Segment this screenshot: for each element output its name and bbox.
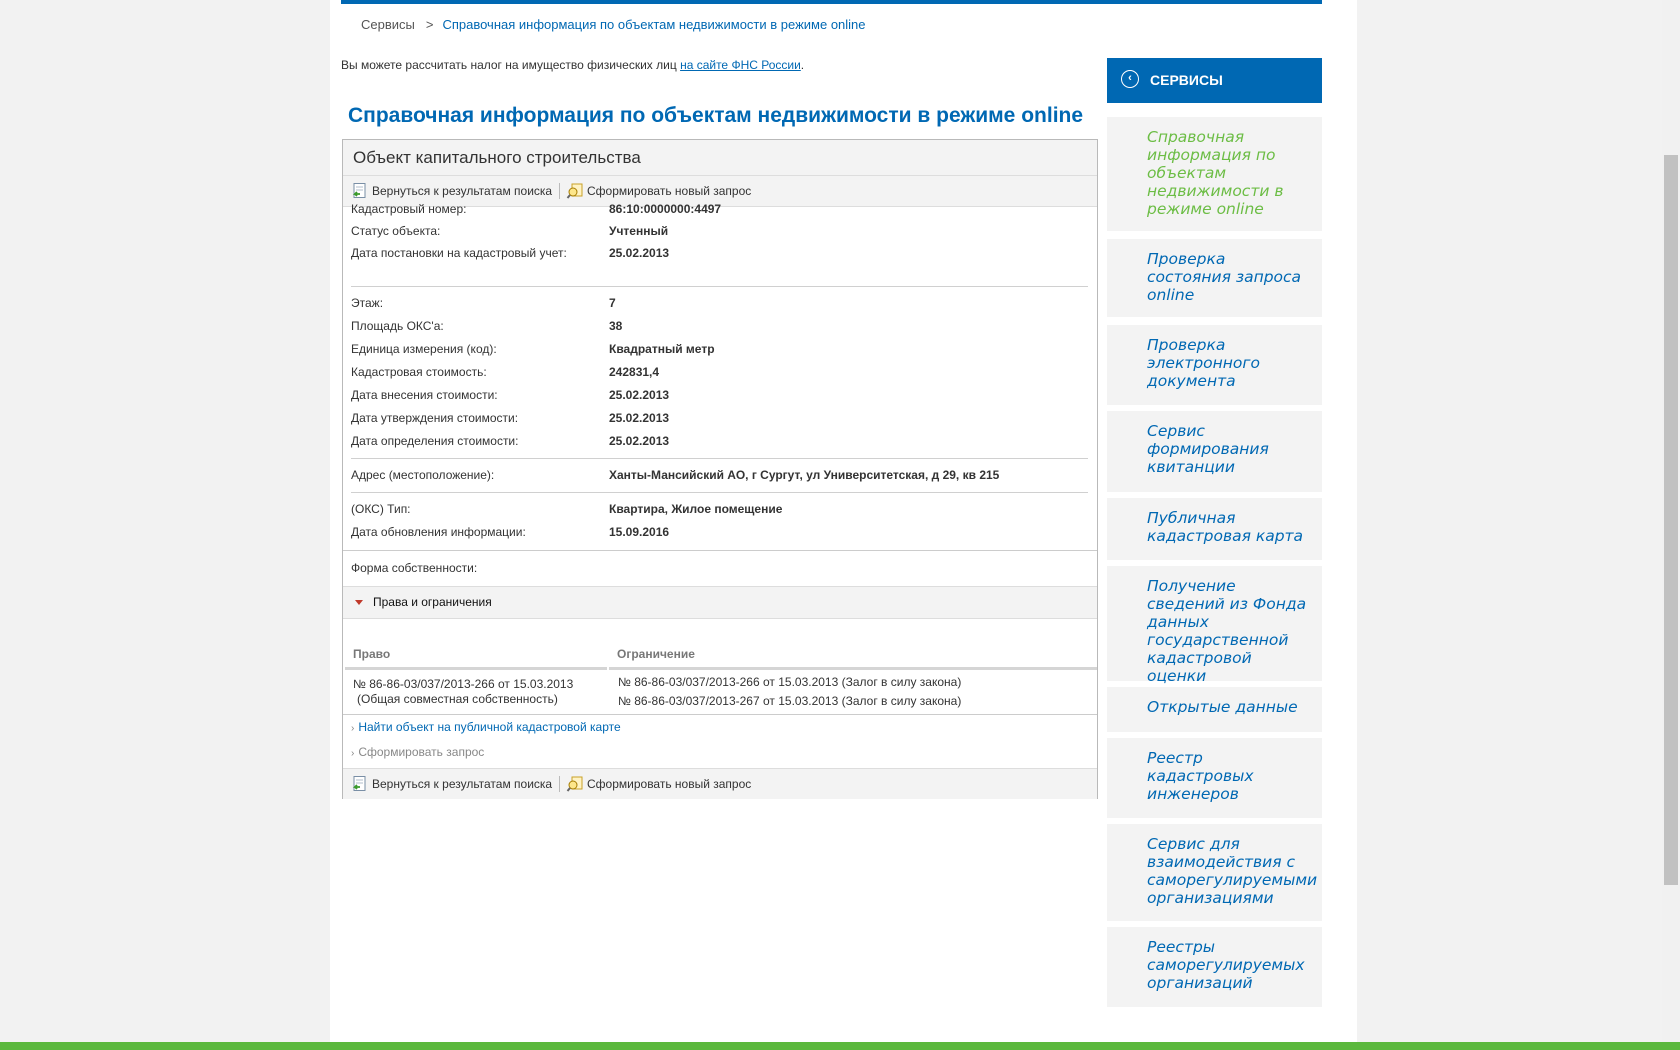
tax-note [341,58,804,72]
row-label: Статус объекта: [351,224,441,238]
page-title: Справочная информация по объектам недвижимости в режиме online [348,104,1084,127]
breadcrumb-current[interactable]: Справочная информация по объектам недвижимости в режиме online [442,17,866,32]
section-divider [351,458,1088,459]
breadcrumb-root-link[interactable]: Сервисы [361,17,415,32]
rights-section-toggle[interactable] [343,586,1097,619]
sidebar-item-valuation-fund[interactable]: Получение сведений из Фонда данных государственной кадастровой оценки [1107,566,1322,681]
sidebar-item-online-info[interactable]: Справочная информация по объектам недвижимости в режиме online [1107,117,1322,231]
section-divider [351,492,1088,493]
sidebar-item-sro-service[interactable]: Сервис для взаимодействия с саморегулируемыми организациями [1107,824,1322,921]
sidebar-item-public-map[interactable]: Публичная кадастровая карта [1107,498,1322,560]
row-value: 15.09.2016 [609,525,670,539]
new-request-button[interactable] [566,769,751,799]
sidebar-header[interactable] [1107,58,1322,103]
row-value: Квартира, Жилое помещение [609,502,783,516]
row-value: 25.02.2013 [609,246,670,260]
row-value: Квадратный метр [609,342,715,356]
sidebar-item-request-status[interactable]: Проверка состояния запроса online [1107,239,1322,317]
back-document-icon [351,775,369,793]
tax-note-text: Вы можете рассчитать налог на имущество физических лиц [341,58,681,72]
new-request-label: Сформировать новый запрос [587,777,752,791]
sidebar-item-receipt-service[interactable]: Сервис формирования квитанции [1107,411,1322,492]
sidebar-item-engineers-registry[interactable]: Реестр кадастровых инженеров [1107,738,1322,818]
row-label: Этаж: [351,296,384,310]
right-type: (Общая совместная собственность) [357,692,558,706]
section-divider [343,714,1097,715]
page-scrollbar[interactable] [1662,0,1680,1042]
row-value: 25.02.2013 [609,434,670,448]
row-value: 242831,4 [609,365,660,379]
top-accent-bar [341,0,1322,4]
row-label: Кадастровый номер: [351,202,467,216]
toolbar-divider [559,183,560,199]
row-label: Дата внесения стоимости: [351,388,498,402]
breadcrumb-separator: > [425,17,434,32]
caret-down-icon [355,600,363,605]
sidebar-item-open-data[interactable]: Открытые данные [1107,687,1322,732]
row-value: Ханты-Мансийский АО, г Сургут, ул Университетская, д 29, кв 215 [609,468,1000,482]
row-label: Дата обновления информации: [351,525,526,539]
chevron-right-icon: › [351,723,355,734]
chevron-right-icon: › [351,748,355,759]
row-label: Кадастровая стоимость: [351,365,487,379]
object-panel [342,139,1098,799]
row-value: 86:10:0000000:4497 [609,202,722,216]
row-label: (ОКС) Тип: [351,502,411,516]
back-to-results-button[interactable] [351,769,552,799]
sidebar-item-sro-registries[interactable]: Реестры саморегулируемых организаций [1107,927,1322,1007]
section-divider [351,286,1088,287]
sidebar-item-edoc-check[interactable]: Проверка электронного документа [1107,325,1322,405]
find-on-map-link[interactable] [351,720,621,734]
rights-column-header: Право [353,647,391,661]
form-request-label: Сформировать запрос [358,745,485,759]
row-label: Единица измерения (код): [351,342,497,356]
column-underline [345,667,607,670]
bottom-accent-bar [0,1042,1680,1050]
rights-heading: Права и ограничения [373,595,492,609]
row-value: 38 [609,319,623,333]
restrictions-column-header: Ограничение [617,647,695,661]
breadcrumb [361,17,866,32]
row-value: 25.02.2013 [609,411,670,425]
row-label: Дата утверждения стоимости: [351,411,519,425]
form-request-link[interactable] [351,745,484,759]
find-on-map-label: Найти объект на публичной кадастровой карте [358,720,621,734]
section-divider [343,550,1097,551]
row-label: Форма собственности: [351,561,478,575]
back-arrow-icon: ‹ [1121,70,1139,88]
restriction-item: № 86-86-03/037/2013-267 от 15.03.2013 (Залог в силу закона) [618,694,962,708]
scrollbar-thumb[interactable] [1664,155,1678,885]
panel-heading: Объект капитального строительства [343,140,1097,176]
row-label: Площадь ОКС'а: [351,319,444,333]
row-label: Дата определения стоимости: [351,434,519,448]
toolbar-divider [559,776,560,792]
column-underline [609,667,1097,670]
back-to-results-label: Вернуться к результатам поиска [372,777,553,791]
row-label: Дата постановки на кадастровый учет: [351,246,567,260]
toolbar-bottom [343,768,1097,799]
right-number: № 86-86-03/037/2013-266 от 15.03.2013 [353,677,574,691]
back-document-icon [351,182,369,200]
row-label: Адрес (местоположение): [351,468,495,482]
restriction-item: № 86-86-03/037/2013-266 от 15.03.2013 (Залог в силу закона) [618,675,962,689]
tax-note-tail: . [800,58,805,72]
new-request-icon [566,775,584,793]
new-request-label: Сформировать новый запрос [587,184,752,198]
row-value: 7 [609,296,616,310]
sidebar-header-label: СЕРВИСЫ [1150,72,1223,88]
back-to-results-label: Вернуться к результатам поиска [372,184,553,198]
fns-link[interactable]: на сайте ФНС России [680,58,801,72]
new-request-icon [566,182,584,200]
row-value: 25.02.2013 [609,388,670,402]
row-value: Учтенный [609,224,669,238]
